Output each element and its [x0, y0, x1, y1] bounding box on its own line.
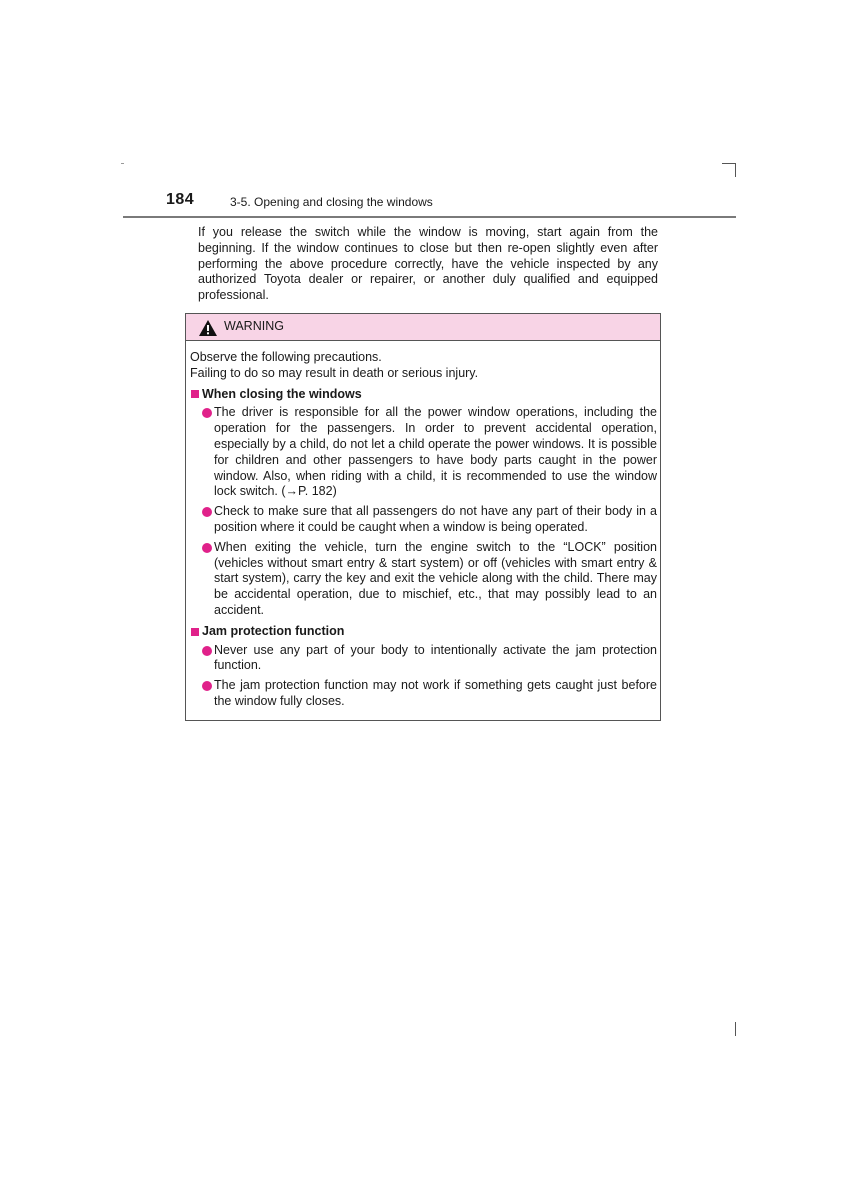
- warning-triangle-icon: [198, 319, 218, 337]
- circle-bullet-icon: [202, 408, 212, 418]
- circle-bullet-icon: [202, 646, 212, 656]
- subheading-jam-protection: [190, 624, 658, 640]
- crop-mark-top-left: [121, 163, 124, 164]
- warning-header: [186, 314, 660, 341]
- circle-bullet-icon: [202, 507, 212, 517]
- list-item: [190, 643, 657, 675]
- closing-windows-list: [190, 405, 658, 618]
- list-item: [190, 405, 657, 500]
- warning-precautions-line: Observe the following precautions.: [190, 350, 382, 364]
- square-bullet-icon: [191, 390, 199, 398]
- subheading-closing-windows: [190, 387, 658, 403]
- subheading-label: Jam protection function: [202, 623, 345, 638]
- warning-body: [190, 350, 658, 714]
- list-item-text: When exiting the vehicle, turn the engine switch to the “LOCK” position (vehicles without smart entry & start system) or off (vehicles with smart entry & start system), carry the key and exit the vehicle along with the child. There may be accidental operation, due to mischief, etc., that may possibly lead to an accident.: [214, 539, 657, 617]
- list-item: [190, 504, 657, 536]
- square-bullet-icon: [191, 628, 199, 636]
- crop-mark-bottom-right: [735, 1022, 736, 1036]
- list-item-text: The driver is responsible for all the power window operations, including the operation for the passengers. In order to prevent accidental operation, especially by a child, do not let a child operate the power windows. It is possible for children and other passengers to have body parts caught in the power window. Also, when riding with a child, it is recommended to use the window lock switch. (→P. 182): [214, 405, 657, 499]
- circle-bullet-icon: [202, 543, 212, 553]
- page-header: [123, 188, 736, 218]
- warning-box: [185, 313, 661, 721]
- list-item: [190, 540, 657, 619]
- warning-title: WARNING: [224, 319, 284, 333]
- circle-bullet-icon: [202, 681, 212, 691]
- jam-protection-list: [190, 643, 658, 710]
- list-item-text: Never use any part of your body to intentionally activate the jam protection function.: [214, 642, 657, 673]
- list-item-text: Check to make sure that all passengers do not have any part of their body in a position where it could be caught when a window is being operated.: [214, 504, 657, 534]
- crop-mark-top-right: [722, 163, 736, 164]
- intro-paragraph: If you release the switch while the window is moving, start again from the beginning. If the window continues to close but then re-open slightly even after performing the above procedure correctly, have the vehicle inspected by any authorized Toyota dealer or repairer, or another duly qualified and equipped professional.: [198, 225, 658, 303]
- page-number: 184: [166, 191, 195, 208]
- section-title: 3-5. Opening and closing the windows: [230, 195, 433, 209]
- warning-consequence-line: Failing to do so may result in death or serious injury.: [190, 365, 479, 380]
- list-item-text: The jam protection function may not work if something gets caught just before the window fully closes.: [214, 678, 657, 708]
- list-item: [190, 678, 657, 710]
- subheading-label: When closing the windows: [202, 386, 362, 401]
- crop-mark-top-right-vertical: [735, 163, 736, 177]
